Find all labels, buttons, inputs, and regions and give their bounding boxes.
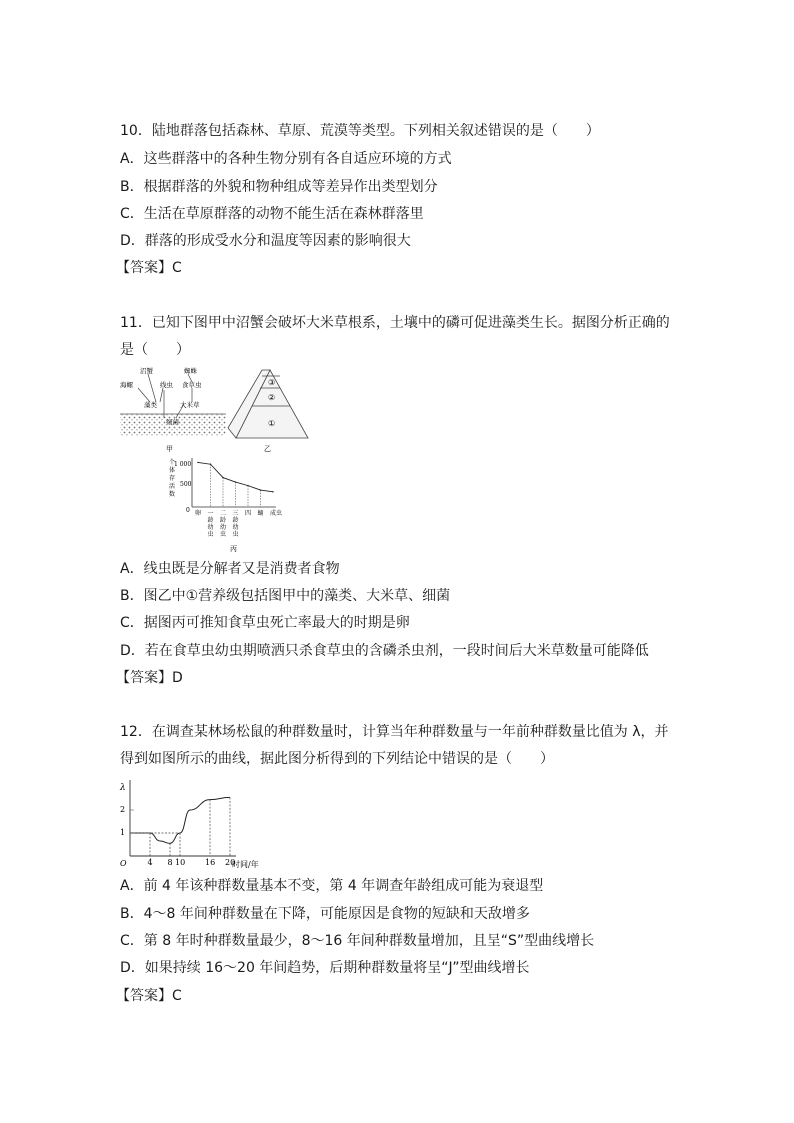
lambda-y-label: λ [120,783,126,793]
bing-tick-1000: 1 000 [174,461,192,468]
bing-y-title-3: 活 [169,483,176,490]
q10-answer: 【答案】C [116,260,182,276]
lambda-x-tick: 10 [175,858,186,867]
lambda-x-tick: 20 [225,858,236,867]
bing-x-label-part: 虫 [220,531,227,538]
q12-option-d: D．如果持续 16～20 年间趋势，后期种群数量将呈“J”型曲线增长 [120,960,530,976]
bing-x-label-part: 龄 [220,517,227,524]
bing-x-label-part: 幼 [232,524,239,531]
label-zhaoxie: 沼蟹 [140,367,153,375]
figure-bing-survival-chart [168,454,288,554]
bing-y-title-1: 体 [169,467,176,474]
q11-answer: 【答案】D [116,670,183,686]
level-2: ② [268,393,276,402]
lambda-curve [130,797,230,843]
bing-x-label: 二 [220,510,227,517]
lambda-tick-2: 2 [120,805,126,814]
bing-x-label: 四 [245,510,252,517]
figure-yi-pyramid [226,366,316,456]
bing-x-label: 蛹 [257,510,264,517]
label-xijun: 细菌 [166,418,179,426]
bing-x-label-part: 幼 [220,524,227,531]
level-1: ① [268,419,276,428]
bing-y-title-0: 个 [169,459,176,466]
lambda-x-tick: 8 [167,858,173,867]
q10-option-b: B．根据群落的外貌和物种组成等差异作出类型划分 [120,179,438,195]
bing-point [235,481,236,482]
lambda-x-label: 时间/年 [232,860,259,868]
q12-option-b: B．4～8 年间种群数量在下降，可能原因是食物的短缺和天敌增多 [120,906,530,922]
q11-stem-line2: 是（ ） [120,342,190,358]
bing-x-label: 三 [232,510,239,517]
q11-option-a: A．线虫既是分解者又是消费者食物 [120,561,340,577]
bing-x-label: 卵 [195,510,202,517]
label-zhizhu: 蜘蛛 [184,367,197,375]
q10-option-a: A．这些群落中的各种生物分别有各自适应环境的方式 [120,151,452,167]
label-hailuo: 海螺 [120,381,133,389]
bing-point [247,485,248,486]
q12-option-a: A．前 4 年该种群数量基本不变，第 4 年调查年龄组成可能为衰退型 [120,878,544,894]
bing-x-label-part: 幼 [207,524,214,531]
lambda-origin: O [120,859,127,868]
q12-stem-line2: 得到如图所示的曲线，据此图分析得到的下列结论中错误的是（ ） [120,751,554,767]
label-zaolei: 藻类 [144,401,157,409]
bing-point [210,464,211,465]
q12-answer: 【答案】C [116,988,182,1004]
label-shicaochong: 食草虫 [182,381,202,389]
bing-tick-500: 500 [180,481,192,488]
q10-option-c: C．生活在草原群落的动物不能生活在森林群落里 [120,206,424,222]
bing-x-label-part: 虫 [207,531,214,538]
bing-x-label: 成虫 [270,510,283,517]
bing-x-label-part: 龄 [207,517,214,524]
q12-option-c: C．第 8 年时种群数量最少，8～16 年间种群数量增加，且呈“S”型曲线增长 [120,933,595,949]
bing-point [260,489,261,490]
bing-survival-line [198,462,273,491]
bing-x-label-part: 龄 [232,517,239,524]
bing-point [197,462,198,463]
figure-lambda-graph [114,776,274,868]
caption-yi: 乙 [264,445,271,453]
lambda-tick-1: 1 [120,828,126,837]
q11-option-b: B．图乙中①营养级包括图甲中的藻类、大米草、细菌 [120,588,451,604]
q10-stem: 10．陆地群落包括森林、草原、荒漠等类型。下列相关叙述错误的是（ ） [120,123,600,139]
bing-point [222,477,223,478]
lambda-x-tick: 16 [205,858,216,867]
q10-option-d: D．群落的形成受水分和温度等因素的影响很大 [120,233,411,249]
level-3: ③ [268,378,276,387]
bing-tick-0: 0 [186,507,190,514]
bing-y-title-2: 存 [169,475,176,482]
caption-bing: 丙 [230,545,237,553]
bing-x-label-part: 虫 [232,531,239,538]
bing-point [272,491,273,492]
q11-stem-line1: 11．已知下图甲中沼蟹会破坏大米草根系，土壤中的磷可促进藻类生长。据图分析正确的 [120,315,670,331]
label-xianchong: 线虫 [160,381,173,389]
q11-option-c: C．据图丙可推知食草虫死亡率最大的时期是卵 [120,615,410,631]
q11-option-d: D．若在食草虫幼虫期喷洒只杀食草虫的含磷杀虫剂，一段时间后大米草数量可能降低 [120,643,649,659]
figure-jia-food-web [118,366,228,456]
lambda-x-tick: 4 [147,858,153,867]
q12-stem-line1: 12．在调查某林场松鼠的种群数量时，计算当年种群数量与一年前种群数量比值为 λ，并 [120,724,669,740]
caption-jia: 甲 [166,445,173,453]
label-damicao: 大米草 [180,401,200,409]
bing-x-label: 一 [207,510,214,517]
bing-y-title-4: 数 [169,491,176,498]
